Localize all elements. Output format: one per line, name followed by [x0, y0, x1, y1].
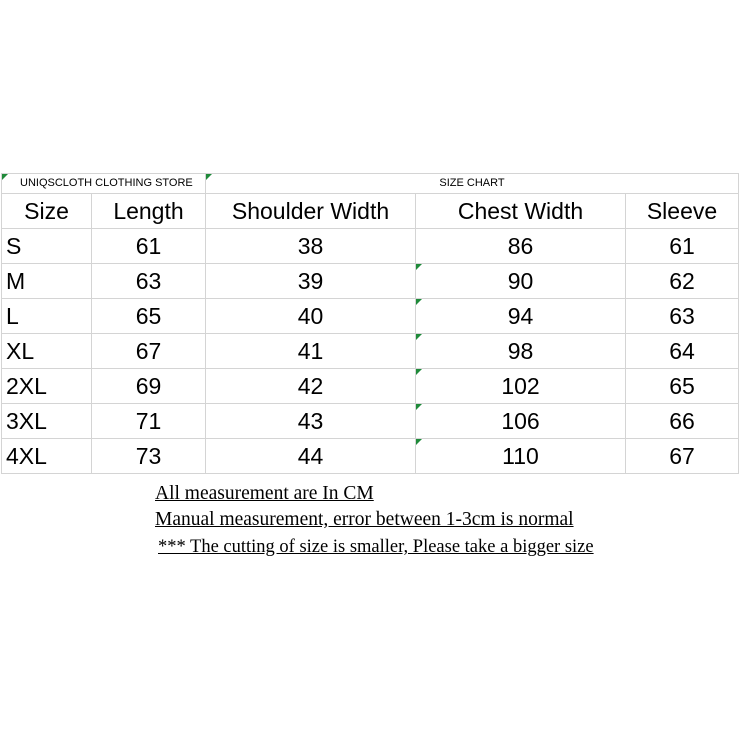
- chest-width-cell[interactable]: [416, 264, 626, 299]
- table-row: [2, 369, 739, 404]
- sleeve-cell[interactable]: 65: [626, 369, 739, 404]
- chest-width-cell[interactable]: 86: [416, 229, 626, 264]
- shoulder-width-cell[interactable]: 39: [206, 264, 416, 299]
- header-size[interactable]: Size: [2, 194, 92, 229]
- comment-marker-icon: [416, 369, 422, 375]
- size-cell[interactable]: L: [2, 299, 92, 334]
- chest-width-value: 94: [507, 303, 534, 329]
- store-name-cell[interactable]: [2, 174, 206, 194]
- chest-width-cell[interactable]: [416, 334, 626, 369]
- comment-marker-icon: [2, 174, 8, 180]
- sleeve-cell[interactable]: 62: [626, 264, 739, 299]
- length-cell[interactable]: 73: [92, 439, 206, 474]
- chart-title-cell[interactable]: [206, 174, 739, 194]
- size-cell[interactable]: XL: [2, 334, 92, 369]
- table-row: [2, 229, 739, 264]
- length-cell[interactable]: 67: [92, 334, 206, 369]
- comment-marker-icon: [206, 174, 212, 180]
- chest-width-cell[interactable]: [416, 369, 626, 404]
- chest-width-value: 98: [507, 338, 534, 364]
- length-cell[interactable]: 61: [92, 229, 206, 264]
- shoulder-width-cell[interactable]: 40: [206, 299, 416, 334]
- shoulder-width-cell[interactable]: 44: [206, 439, 416, 474]
- note-units: All measurement are In CM: [155, 483, 374, 504]
- note-size-advice: *** The cutting of size is smaller, Please take a bigger size: [158, 537, 594, 557]
- size-cell[interactable]: S: [2, 229, 92, 264]
- length-cell[interactable]: 65: [92, 299, 206, 334]
- size-cell[interactable]: 2XL: [2, 369, 92, 404]
- shoulder-width-cell[interactable]: 42: [206, 369, 416, 404]
- chest-width-value: 110: [502, 443, 539, 469]
- comment-marker-icon: [416, 264, 422, 270]
- length-cell[interactable]: 63: [92, 264, 206, 299]
- chest-width-cell[interactable]: [416, 439, 626, 474]
- comment-marker-icon: [416, 404, 422, 410]
- store-name: UNIQSCLOTH CLOTHING STORE: [20, 177, 193, 189]
- length-cell[interactable]: 69: [92, 369, 206, 404]
- shoulder-width-cell[interactable]: 41: [206, 334, 416, 369]
- table-row: [2, 299, 739, 334]
- table-row: [2, 404, 739, 439]
- comment-marker-icon: [416, 334, 422, 340]
- chest-width-value: 90: [507, 268, 534, 294]
- sleeve-cell[interactable]: 64: [626, 334, 739, 369]
- shoulder-width-cell[interactable]: 38: [206, 229, 416, 264]
- sleeve-cell[interactable]: 63: [626, 299, 739, 334]
- header-row: [2, 194, 739, 229]
- header-sleeve[interactable]: Sleeve: [626, 194, 739, 229]
- shoulder-width-cell[interactable]: 43: [206, 404, 416, 439]
- size-chart-table: [1, 173, 739, 474]
- chest-width-value: 106: [501, 408, 540, 434]
- chest-width-cell[interactable]: [416, 299, 626, 334]
- measurement-notes: [155, 481, 594, 561]
- chest-width-cell[interactable]: [416, 404, 626, 439]
- size-chart-sheet: [1, 173, 739, 474]
- sleeve-cell[interactable]: 67: [626, 439, 739, 474]
- size-cell[interactable]: 4XL: [2, 439, 92, 474]
- table-row: [2, 334, 739, 369]
- size-cell[interactable]: M: [2, 264, 92, 299]
- header-length[interactable]: Length: [92, 194, 206, 229]
- length-cell[interactable]: 71: [92, 404, 206, 439]
- chart-title: SIZE CHART: [439, 177, 505, 189]
- header-chest-width[interactable]: Chest Width: [416, 194, 626, 229]
- table-row: [2, 264, 739, 299]
- chest-width-value: 102: [501, 373, 540, 399]
- note-error-margin: Manual measurement, error between 1-3cm is normal: [155, 509, 574, 530]
- comment-marker-icon: [416, 299, 422, 305]
- size-cell[interactable]: 3XL: [2, 404, 92, 439]
- header-shoulder-width[interactable]: Shoulder Width: [206, 194, 416, 229]
- comment-marker-icon: [416, 439, 422, 445]
- sleeve-cell[interactable]: 61: [626, 229, 739, 264]
- table-row: [2, 439, 739, 474]
- sleeve-cell[interactable]: 66: [626, 404, 739, 439]
- meta-row: [2, 174, 739, 194]
